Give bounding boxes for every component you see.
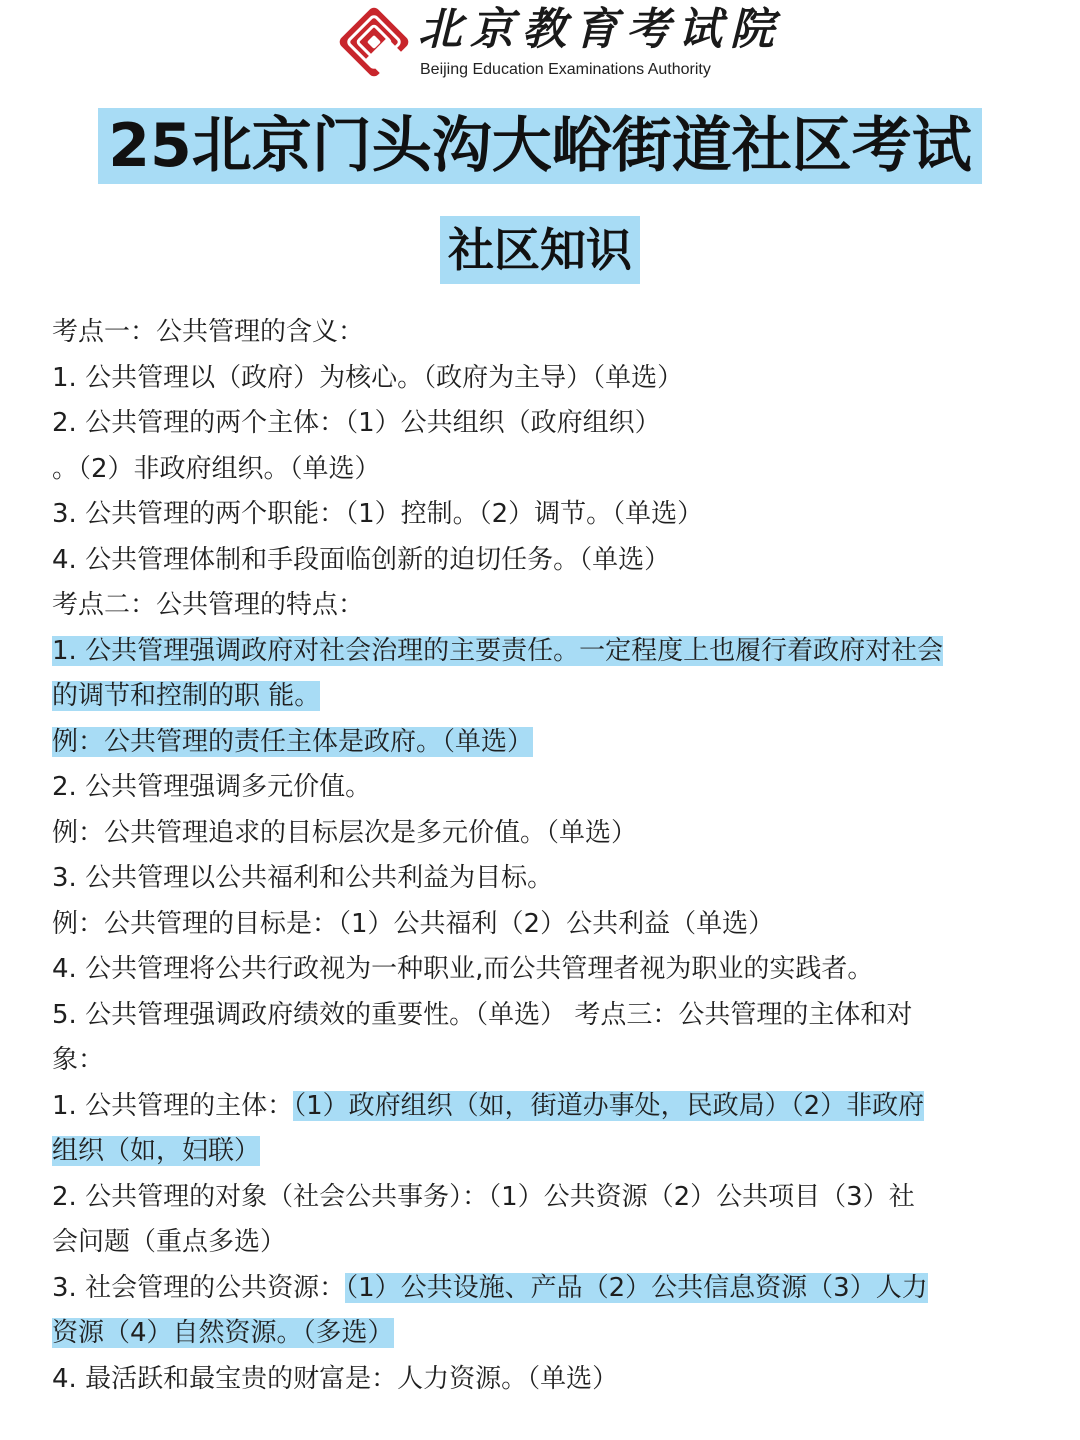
line-text: 会问题（重点多选） (52, 1227, 287, 1257)
page-subtitle: 社区知识 (440, 216, 640, 284)
text-line (52, 583, 1032, 629)
line-text: 。（2）非政府组织。（单选） (52, 453, 381, 484)
highlighted-text: 例：公共管理的责任主体是政府。（单选） (52, 726, 534, 757)
text-line (52, 1220, 1032, 1266)
line-text: 1. 公共管理以（政府）为核心。（政府为主导）（单选） (52, 362, 684, 393)
highlighted-text: 1. 公共管理强调政府对社会治理的主要责任。一定程度上也履行着政府对社会 (52, 635, 944, 666)
line-text: 3. 公共管理以公共福利和公共利益为目标。 (52, 863, 554, 893)
text-line (52, 1357, 1032, 1403)
text-line (52, 720, 1032, 766)
line-text: 例：公共管理追求的目标层次是多元价值。（单选） (52, 817, 638, 848)
text-line (52, 1175, 1032, 1221)
line-text: 5. 公共管理强调政府绩效的重要性。（单选） 考点三：公共管理的主体和对 (52, 999, 913, 1030)
text-line (52, 310, 1032, 356)
text-line (52, 1266, 1032, 1312)
line-text: 2. 公共管理的对象（社会公共事务）：（1）公共资源（2）公共项目（3）社 (52, 1181, 915, 1212)
line-text: 2. 公共管理的两个主体：（1）公共组织（政府组织） (52, 408, 661, 438)
line-text: 3. 社会管理的公共资源： (52, 1272, 346, 1303)
line-text: 1. 公共管理的主体： (52, 1090, 294, 1121)
text-line (52, 902, 1032, 948)
highlighted-text: 组织（如，妇联） (52, 1136, 261, 1166)
highlighted-text: 资源（4）自然资源。（多选） (52, 1318, 394, 1348)
line-text: 4. 公共管理体制和手段面临创新的迫切任务。（单选） (52, 544, 671, 575)
header (0, 0, 1080, 95)
line-text: 考点二：公共管理的特点： (52, 590, 365, 620)
page-title: 25北京门头沟大峪街道社区考试 (98, 108, 982, 184)
text-line (52, 947, 1032, 993)
text-line (52, 1038, 1032, 1084)
line-text: 例：公共管理的目标是：（1）公共福利（2）公共利益（单选） (52, 908, 775, 939)
text-line (52, 629, 1032, 675)
text-line (52, 1311, 1032, 1357)
text-line (52, 1129, 1032, 1175)
document-body (52, 310, 1032, 1402)
text-line (52, 492, 1032, 538)
highlighted-text: （1）政府组织（如，街道办事处，民政局）（2）非政府 (293, 1090, 925, 1121)
text-line (52, 765, 1032, 811)
org-name-chinese: 北京教育考试院 (418, 4, 782, 55)
highlighted-text: （1）公共设施、产品（2）公共信息资源（3）人力 (345, 1272, 928, 1303)
line-text: 考点一：公共管理的含义： (52, 317, 365, 347)
line-text: 4. 最活跃和最宝贵的财富是：人力资源。（单选） (52, 1363, 619, 1394)
text-line (52, 674, 1032, 720)
line-text: 2. 公共管理强调多元价值。 (52, 772, 372, 802)
text-line (52, 401, 1032, 447)
subtitle-container (0, 216, 1080, 284)
highlighted-text: 的调节和控制的职 能。 (52, 681, 321, 711)
title-container (0, 108, 1080, 184)
text-line (52, 356, 1032, 402)
line-text: 象： (52, 1045, 105, 1075)
line-text: 4. 公共管理将公共行政视为一种职业,而公共管理者视为职业的实践者。 (52, 954, 874, 984)
text-line (52, 811, 1032, 857)
text-line (52, 856, 1032, 902)
text-line (52, 993, 1032, 1039)
text-line (52, 1084, 1032, 1130)
org-name-english: Beijing Education Examinations Authority (420, 61, 711, 78)
beijing-education-logo-icon (336, 6, 412, 78)
line-text: 3. 公共管理的两个职能：（1）控制。（2）调节。（单选） (52, 499, 704, 529)
text-line (52, 538, 1032, 584)
text-line (52, 447, 1032, 493)
